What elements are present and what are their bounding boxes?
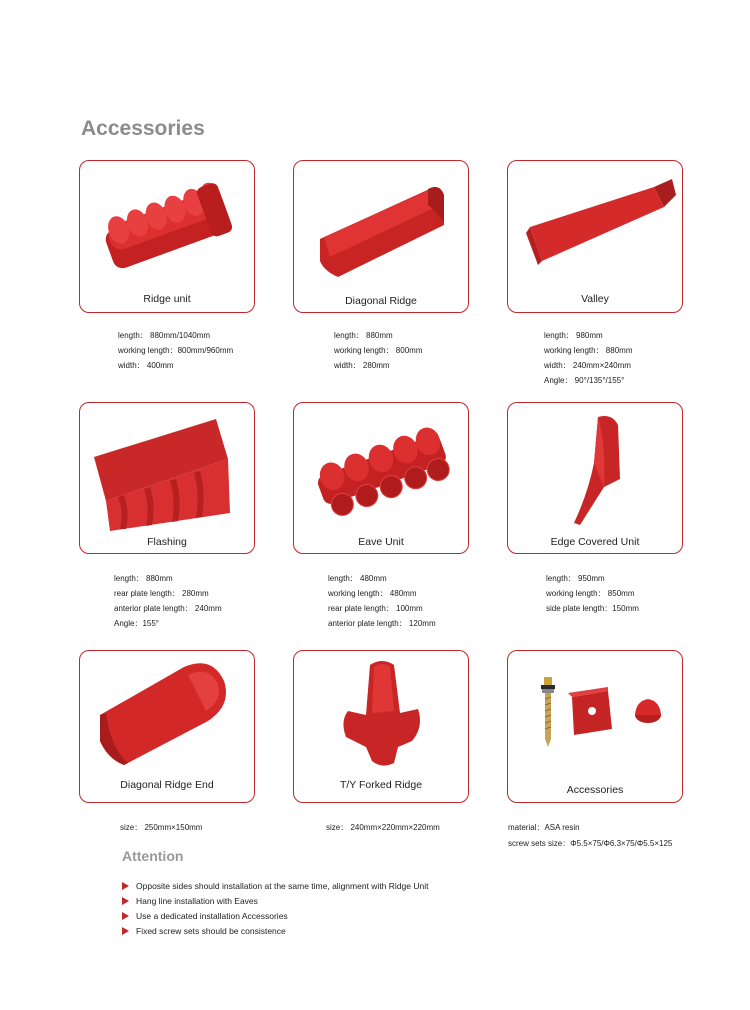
card-flashing: [79, 402, 255, 554]
spec-line: width： 400mm: [118, 361, 174, 370]
edge-covered-unit-image: [508, 403, 684, 555]
spec-line: rear plate length： 280mm: [114, 589, 209, 598]
spec-list: [118, 328, 233, 373]
spec-line: working length： 880mm: [544, 346, 633, 355]
card-label: Ridge unit: [143, 293, 191, 305]
card-accessories: [507, 650, 683, 803]
spec-line: working length： 850mm: [546, 589, 635, 598]
spec-list: [328, 571, 436, 631]
spec-line: side plate length：150mm: [546, 604, 639, 613]
washer-pad-icon: [568, 687, 612, 735]
attention-heading: Attention: [122, 848, 184, 864]
attention-item: [122, 894, 428, 909]
eave-unit-image: [294, 403, 470, 555]
spec-list: [114, 571, 222, 631]
card-label: Valley: [581, 293, 609, 305]
attention-text: Opposite sides should installation at the same time, alignment with Ridge Unit: [136, 881, 429, 891]
card-label: Accessories: [566, 784, 624, 796]
attention-item: [122, 879, 428, 894]
flashing-image: [80, 403, 256, 555]
page-title: Accessories: [81, 117, 205, 140]
spec-line: size： 240mm×220mm×220mm: [326, 823, 440, 832]
attention-list: [122, 879, 428, 939]
diagonal-ridge-image: [294, 161, 470, 314]
card-label: Diagonal Ridge: [345, 295, 417, 307]
spec-line: rear plate length： 100mm: [328, 604, 423, 613]
spec-list: [508, 820, 672, 852]
spec-list: [544, 328, 632, 388]
spec-line: length： 980mm: [544, 331, 603, 340]
attention-item: [122, 909, 428, 924]
card-ty-forked-ridge: [293, 650, 469, 803]
spec-line: anterior plate length： 240mm: [114, 604, 222, 613]
spec-line: length： 880mm: [334, 331, 393, 340]
spec-line: length： 880mm: [114, 574, 173, 583]
attention-item: [122, 924, 428, 939]
card-ridge-unit: [79, 160, 255, 313]
card-label: Eave Unit: [358, 536, 404, 548]
accessories-image: [508, 651, 684, 804]
triangle-bullet-icon: [122, 882, 129, 890]
card-label: Diagonal Ridge End: [120, 779, 214, 791]
card-eave-unit: [293, 402, 469, 554]
spec-line: width： 280mm: [334, 361, 390, 370]
attention-text: Use a dedicated installation Accessories: [136, 911, 288, 921]
card-diagonal-ridge: [293, 160, 469, 313]
card-valley: [507, 160, 683, 313]
attention-text: Hang line installation with Eaves: [136, 896, 258, 906]
spec-line: screw sets size：Φ5.5×75/Φ6.3×75/Φ5.5×125: [508, 839, 673, 848]
spec-line: anterior plate length： 120mm: [328, 619, 436, 628]
valley-image: [508, 161, 684, 314]
spec-line: working length：800mm/960mm: [118, 346, 234, 355]
ridge-unit-image: [80, 161, 256, 314]
spec-line: Angle： 90°/135°/155°: [544, 376, 625, 385]
spec-line: material：ASA resin: [508, 823, 580, 832]
spec-line: length： 950mm: [546, 574, 605, 583]
attention-text: Fixed screw sets should be consistence: [136, 926, 286, 936]
spec-line: width： 240mm×240mm: [544, 361, 631, 370]
cap-icon: [635, 699, 661, 723]
triangle-bullet-icon: [122, 897, 129, 905]
spec-list: [120, 820, 202, 835]
spec-line: size： 250mm×150mm: [120, 823, 203, 832]
triangle-bullet-icon: [122, 927, 129, 935]
card-label: Edge Covered Unit: [550, 536, 640, 548]
screw-icon: [541, 677, 555, 747]
spec-list: [326, 820, 440, 835]
spec-line: Angle：155°: [114, 619, 160, 628]
card-edge-covered-unit: [507, 402, 683, 554]
card-diagonal-ridge-end: [79, 650, 255, 803]
card-label: Flashing: [147, 536, 187, 548]
spec-line: length： 480mm: [328, 574, 387, 583]
spec-list: [546, 571, 639, 616]
spec-line: length： 880mm/1040mm: [118, 331, 211, 340]
triangle-bullet-icon: [122, 912, 129, 920]
spec-list: [334, 328, 422, 373]
card-label: T/Y Forked Ridge: [339, 779, 423, 791]
spec-line: working length： 480mm: [328, 589, 417, 598]
spec-line: working length： 800mm: [334, 346, 423, 355]
